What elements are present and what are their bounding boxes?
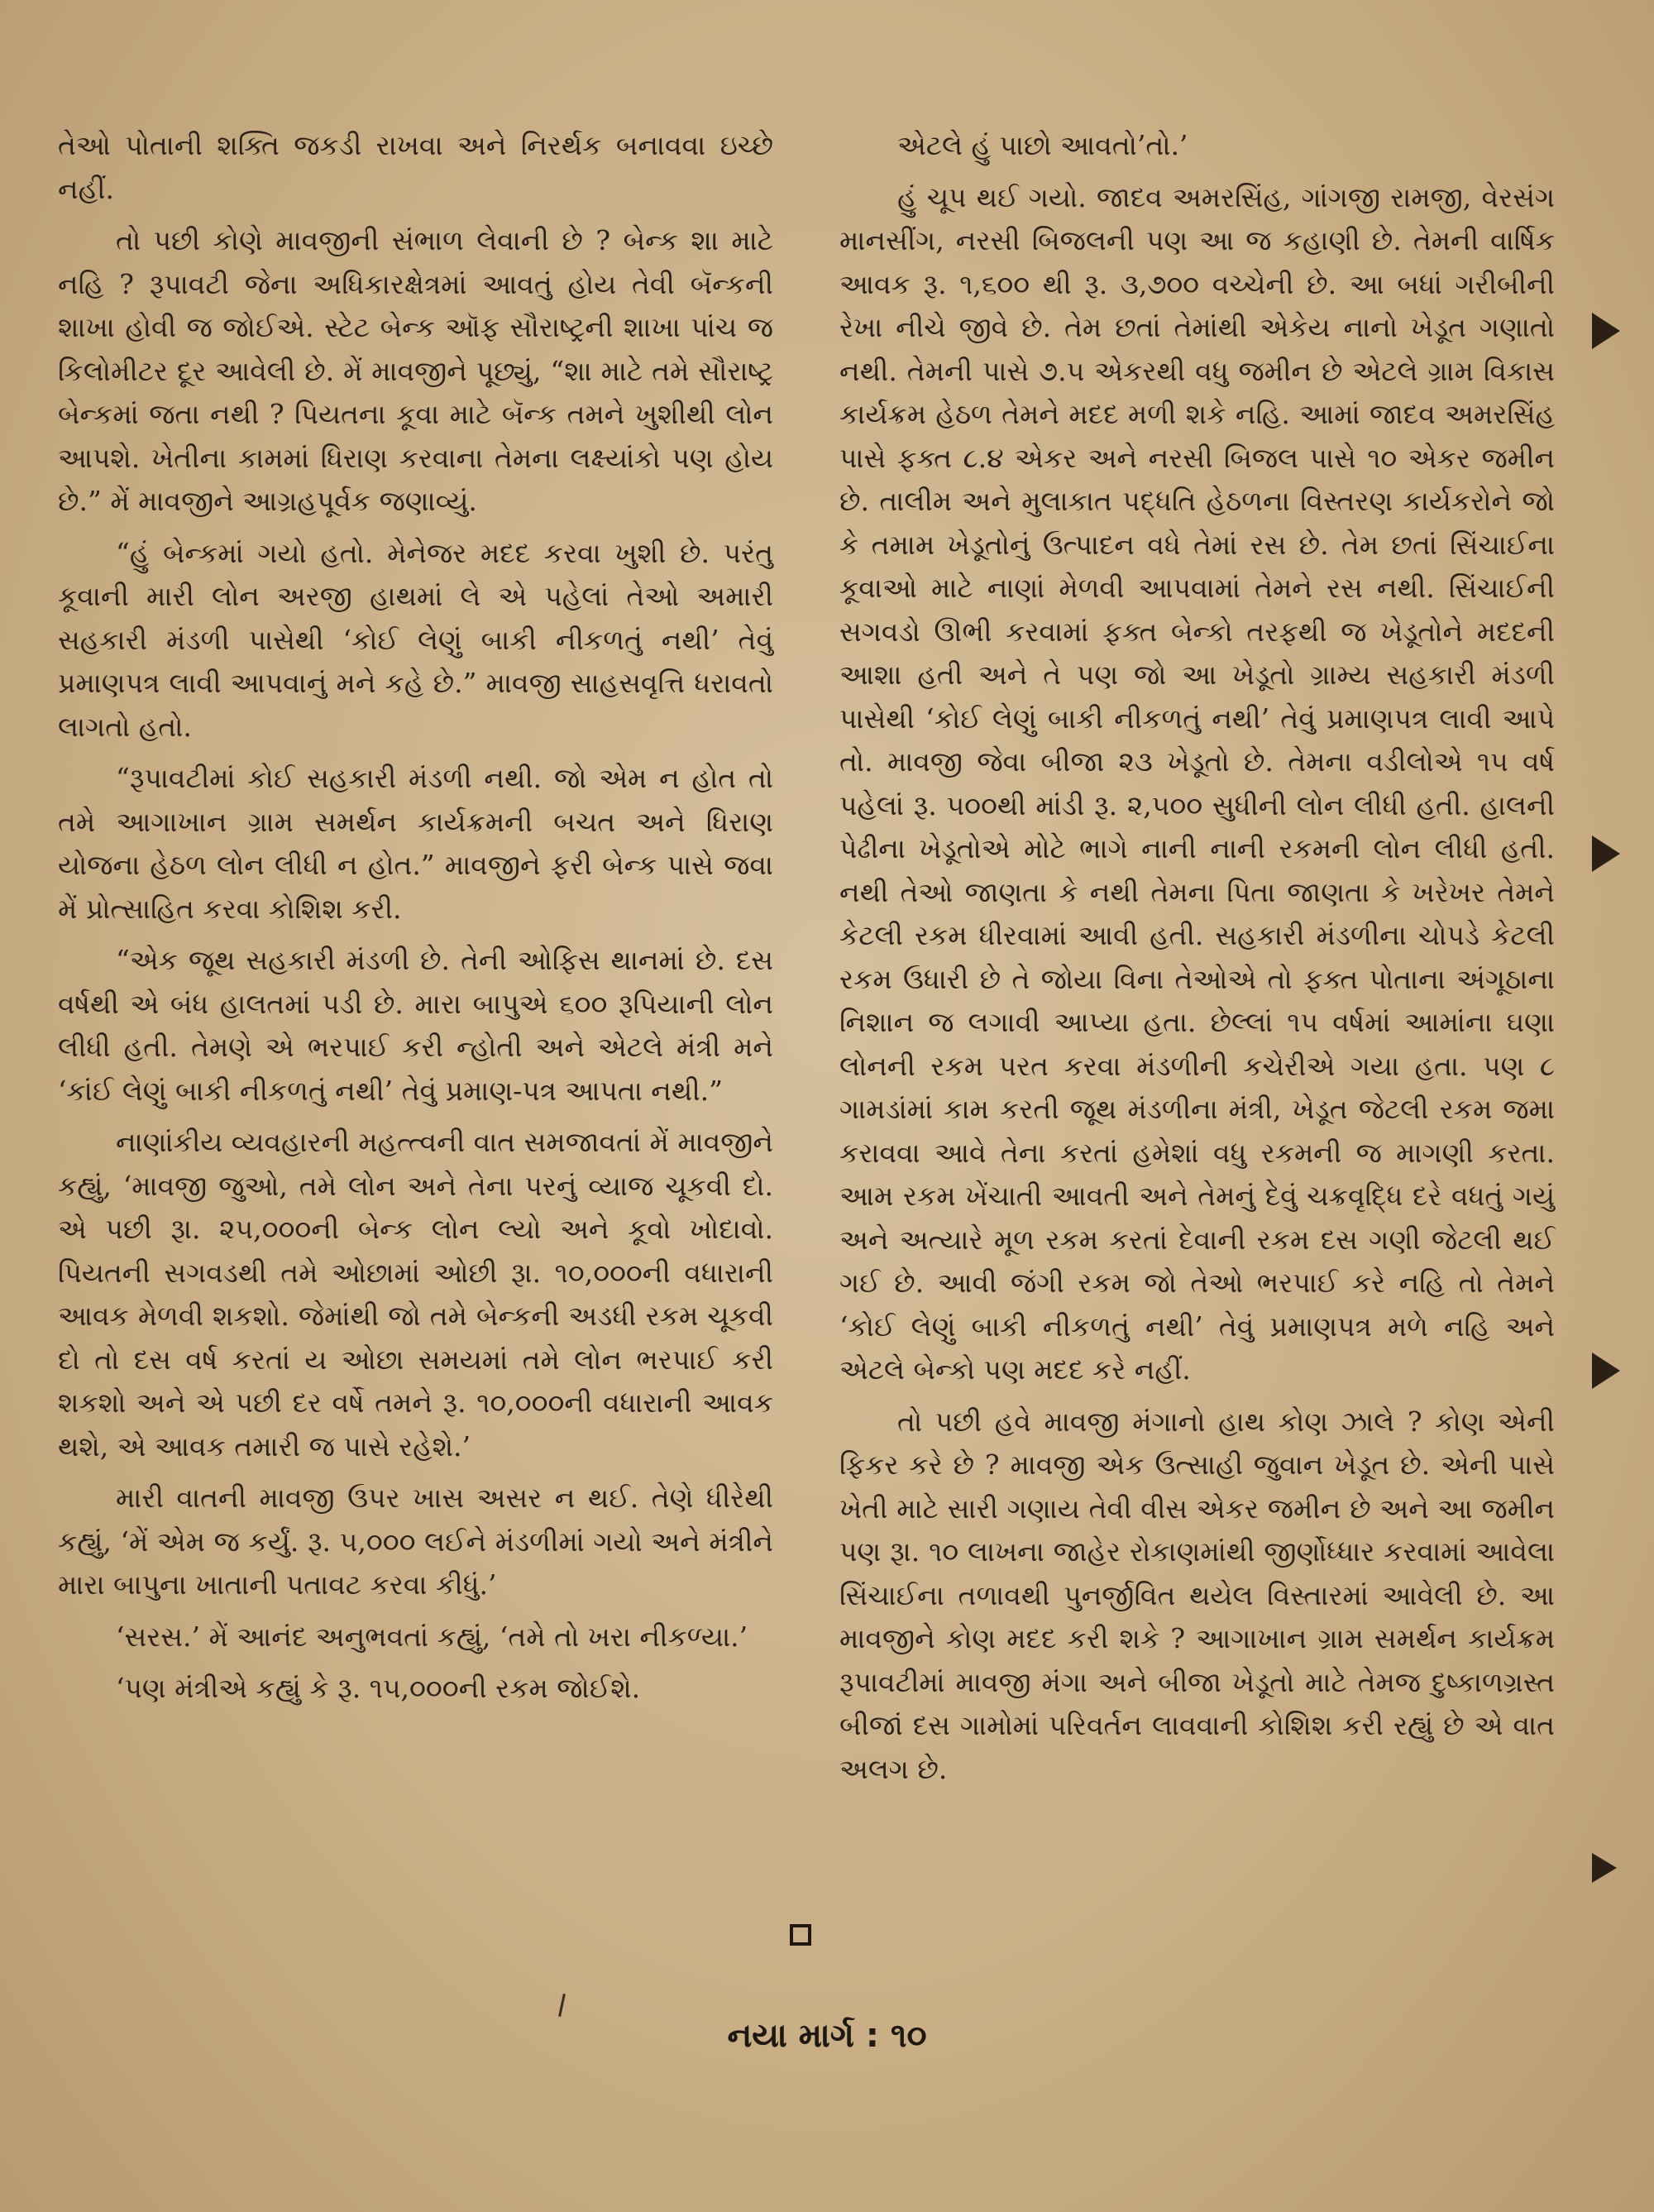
binding-hole-mark [1592,835,1620,872]
paragraph: “હું બેન્કમાં ગયો હતો. મેનેજર મદદ કરવા ખુશી છે. પરંતુ કૂવાની મારી લોન અરજી હાથમાં લે એ પહેલાં તેઓ અમારી સહકારી મંડળી પાસેથી ‘કોઈ લેણું બાકી નીકળતું નથી’ તેવું પ્રમાણપત્ર લાવી આપવાનું મને કહે છે.” માવજી સાહસવૃત્તિ ધરાવતો લાગતો હતો. [58,536,773,743]
paragraph: હું ચૂપ થઈ ગયો. જાદવ અમરસિંહ, ગાંગજી રામજી, વેરસંગ માનસીંગ, નરસી બિજલની પણ આ જ કહાણી છે. તેમની વાર્ષિક આવક રૂ. ૧,૬૦૦ થી રૂ. ૩,૭૦૦ વચ્ચેની છે. આ બધાં ગરીબીની રેખા નીચે જીવે છે. તેમ છતાં તેમાંથી એકેય નાનો ખેડૂત ગણાતો નથી. તેમની પાસે ૭.૫ એકરથી વધુ જમીન છે એટલે ગ્રામ વિકાસ કાર્યક્રમ હેઠળ તેમને મદદ મળી શકે નહિ. આમાં જાદવ અમરસિંહ પાસે ફક્ત ૮.૪ એકર અને નરસી બિજલ પાસે ૧૦ એકર જમીન છે. તાલીમ અને મુલાકાત પદ્ધતિ હેઠળના વિસ્તરણ કાર્યકરોને જો કે તમામ ખેડૂતોનું ઉત્પાદન વધે તેમાં રસ છે. તેમ છતાં સિંચાઈના કૂવાઓ માટે નાણાં મેળવી આપવામાં તેમને રસ નથી. સિંચાઈની સગવડો ઊભી કરવામાં ફક્ત બેન્કો તરફથી જ ખેડૂતોને મદદની આશા હતી અને તે પણ જો આ ખેડૂતો ગ્રામ્ય સહકારી મંડળી પાસેથી ‘કોઈ લેણું બાકી નીકળતું નથી’ તેવું પ્રમાણપત્ર લાવી આપે તો. માવજી જેવા બીજા ૨૩ ખેડૂતો છે. તેમના વડીલોએ ૧૫ વર્ષ પહેલાં રૂ. ૫૦૦થી માંડી રૂ. ૨,૫૦૦ સુધીની લોન લીધી હતી. હાલની પેઢીના ખેડૂતોએ મોટે ભાગે નાની નાની રકમની લોન લીધી હતી. નથી તેઓ જાણતા કે નથી તેમના પિતા જાણતા કે ખરેખર તેમને કેટલી રકમ ધીરવામાં આવી હતી. સહકારી મંડળીના ચોપડે કેટલી રકમ ઉધારી છે તે જોયા વિના તેઓએ તો ફક્ત પોતાના અંગૂઠાના નિશાન જ લગાવી આપ્યા હતા. છેલ્લાં ૧૫ વર્ષમાં આમાંના ઘણા લોનની રકમ પરત કરવા મંડળીની કચેરીએ ગયા હતા. પણ ૮ ગામડાંમાં કામ કરતી જૂથ મંડળીના મંત્રી, ખેડૂત જેટલી રકમ જમા કરાવવા આવે તેના કરતાં હમેશાં વધુ રકમની જ માગણી કરતા. આમ રકમ ખેંચાતી આવતી અને તેમનું દેવું ચક્રવૃદ્ધિ દરે વધતું ગયું અને અત્યારે મૂળ રકમ કરતાં દેવાની રકમ દસ ગણી જેટલી થઈ ગઈ છે. આવી જંગી રકમ જો તેઓ ભરપાઈ કરે નહિ તો તેમને ‘કોઈ લેણું બાકી નીકળતું નથી’ તેવું પ્રમાણપત્ર મળે નહિ અને એટલે બેન્કો પણ મદદ કરે નહીં. [839,180,1555,1386]
paragraph: “એક જૂથ સહકારી મંડળી છે. તેની ઓફિસ થાનમાં છે. દસ વર્ષથી એ બંધ હાલતમાં પડી છે. મારા બાપુએ ૬૦૦ રૂપિયાની લોન લીધી હતી. તેમણે એ ભરપાઈ કરી ન્હોતી અને એટલે મંત્રી મને ‘કાંઈ લેણું બાકી નીકળતું નથી’ તેવું પ્રમાણ-પત્ર આપતા નથી.” [58,944,773,1107]
binding-hole-mark [1592,1353,1620,1389]
binding-hole-mark [1592,313,1620,349]
paragraph: તેઓ પોતાની શક્તિ જકડી રાખવા અને નિરર્થક બનાવવા ઇચ્છે નહીં. [58,129,773,205]
paragraph: એટલે હું પાછો આવતો’તો.’ [897,129,1188,161]
paragraph: “રૂપાવટીમાં કોઈ સહકારી મંડળી નથી. જો એમ ન હોત તો તમે આગાખાન ગ્રામ સમર્થન કાર્યક્રમની બચત અને ધિરાણ યોજના હેઠળ લોન લીધી ન હોત.” માવજીને ફરી બેન્ક પાસે જવા મેં પ્રોત્સાહિત કરવા કોશિશ કરી. [58,762,773,925]
binding-hole-mark [1592,1853,1617,1883]
right-column [839,124,1555,1799]
paragraph: ‘પણ મંત્રીએ કહ્યું કે રૂ. ૧૫,૦૦૦ની રકમ જોઈશે. [116,1672,641,1704]
page-footer: નયા માર્ગ : ૧૦ [727,2017,927,2055]
paragraph: મારી વાતની માવજી ઉપર ખાસ અસર ન થઈ. તેણે ધીરેથી કહ્યું, ‘મેં એમ જ કર્યું. રૂ. ૫,૦૦૦ લઈને મંડળીમાં ગયો અને મંત્રીને મારા બાપુના ખાતાની પતાવટ કરવા કીધું.’ [58,1482,773,1601]
paragraph: તો પછી હવે માવજી મંગાનો હાથ કોણ ઝાલે ? કોણ એની ફિકર કરે છે ? માવજી એક ઉત્સાહી જુવાન ખેડૂત છે. એની પાસે ખેતી માટે સારી ગણાય તેવી વીસ એકર જમીન છે અને આ જમીન પણ રૂા. ૧૦ લાખના જાહેર રોકાણમાંથી જીર્ણોધ્ધાર કરવામાં આવેલા સિંચાઈના તળાવથી પુનર્જીવિત થયેલ વિસ્તારમાં આવેલી છે. આ માવજીને કોણ મદદ કરી શકે ? આગાખાન ગ્રામ સમર્થન કાર્યક્રમ રૂપાવટીમાં માવજી મંગા અને બીજા ખેડૂતો માટે તેમજ દુષ્કાળગ્રસ્ત બીજાં દસ ગામોમાં પરિવર્તન લાવવાની કોશિશ કરી રહ્યું છે એ વાત અલગ છે. [839,1405,1555,1785]
left-column [58,124,773,1719]
stray-mark [558,1994,566,2017]
paragraph: તો પછી કોણે માવજીની સંભાળ લેવાની છે ? બેન્ક શા માટે નહિ ? રૂપાવટી જેના અધિકારક્ષેત્રમાં આવતું હોય તેવી બૅન્કની શાખા હોવી જ જોઈએ. સ્ટેટ બેન્ક ઑફ સૌરાષ્ટ્રની શાખા પાંચ જ કિલોમીટર દૂર આવેલી છે. મેં માવજીને પૂછ્યું, “શા માટે તમે સૌરાષ્ટ્ર બેન્કમાં જતા નથી ? પિયતના કૂવા માટે બૅન્ક તમને ખુશીથી લોન આપશે. ખેતીના કામમાં ધિરાણ કરવાના તેમના લક્ષ્યાંકો પણ હોય છે.” મેં માવજીને આગ્રહપૂર્વક જણાવ્યું. [58,224,773,517]
paragraph: ‘સરસ.’ મેં આનંદ અનુભવતાં કહ્યું, ‘તમે તો ખરા નીકળ્યા.’ [116,1620,748,1653]
paragraph: નાણાંકીય વ્યવહારની મહત્ત્વની વાત સમજાવતાં મેં માવજીને કહ્યું, ‘માવજી જુઓ, તમે લોન અને તેના પરનું વ્યાજ ચૂકવી દો. એ પછી રૂા. ૨૫,૦૦૦ની બેન્ક લોન લ્યો અને કૂવો ખોદાવો. પિયતની સગવડથી તમે ઓછામાં ઓછી રૂા. ૧૦,૦૦૦ની વધારાની આવક મેળવી શકશો. જેમાંથી જો તમે બેન્કની અડધી રકમ ચૂકવી દો તો દસ વર્ષ કરતાં ય ઓછા સમયમાં તમે લોન ભરપાઈ કરી શકશો અને એ પછી દર વર્ષે તમને રૂ. ૧૦,૦૦૦ની વધારાની આવક થશે, એ આવક તમારી જ પાસે રહેશે.’ [58,1126,773,1463]
end-of-article-square-icon [790,1924,811,1946]
